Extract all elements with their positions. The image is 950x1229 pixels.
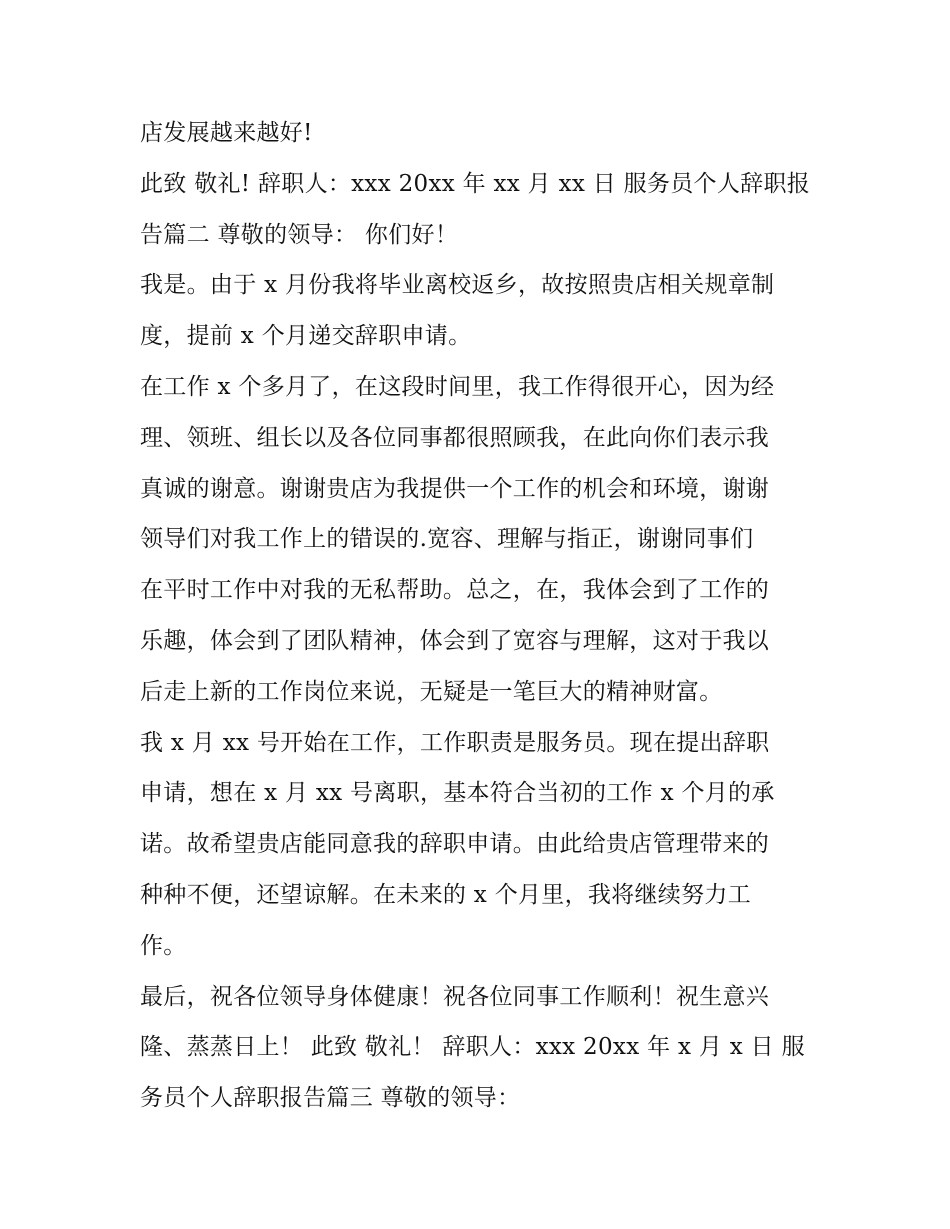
text-line-7: 理、领班、组长以及各位同事都很照顾我，在此向你们表示我 [140, 424, 770, 451]
text-line-11: 乐趣，体会到了团队精神，体会到了宽容与理解，这对于我以 [140, 627, 770, 654]
text-line-8: 真诚的谢意。谢谢贵店为我提供一个工作的机会和环境，谢谢 [140, 475, 770, 502]
text-line-17: 作。 [140, 932, 187, 959]
text-line-3: 告篇二 尊敬的领导： 你们好！ [140, 221, 459, 248]
text-line-10: 在平时工作中对我的无私帮助。总之，在，我体会到了工作的 [140, 577, 770, 604]
text-line-18: 最后，祝各位领导身体健康！祝各位同事工作顺利！祝生意兴 [140, 983, 770, 1010]
text-line-16: 种种不便，还望谅解。在未来的 x 个月里，我将继续努力工 [140, 881, 751, 908]
document-body [140, 108, 820, 1124]
text-line-14: 申请，想在 x 月 xx 号离职，基本符合当初的工作 x 个月的承 [140, 780, 775, 807]
text-line-19: 隆、蒸蒸日上！ 此致 敬礼！ 辞职人：xxx 20xx 年 x 月 x 日 服 [140, 1034, 805, 1061]
text-line-2: 此致 敬礼! 辞职人：xxx 20xx 年 xx 月 xx 日 服务员个人辞职报 [140, 170, 811, 197]
text-line-9: 领导们对我工作上的错误的.宽容、理解与指正，谢谢同事们 [140, 526, 754, 553]
text-line-12: 后走上新的工作岗位来说，无疑是一笔巨大的精神财富。 [140, 678, 723, 705]
text-line-1: 店发展越来越好! [140, 120, 313, 146]
text-line-20: 务员个人辞职报告篇三 尊敬的领导： [140, 1085, 521, 1112]
text-line-15: 诺。故希望贵店能同意我的辞职申请。由此给贵店管理带来的 [140, 831, 770, 858]
text-line-13: 我 x 月 xx 号开始在工作，工作职责是服务员。现在提出辞职 [140, 729, 770, 756]
text-line-4: 我是。由于 x 月份我将毕业离校返乡，故按照贵店相关规章制 [140, 272, 775, 299]
text-line-6: 在工作 x 个多月了，在这段时间里，我工作得很开心，因为经 [140, 373, 775, 400]
text-line-5: 度，提前 x 个月递交辞职申请。 [140, 323, 472, 350]
